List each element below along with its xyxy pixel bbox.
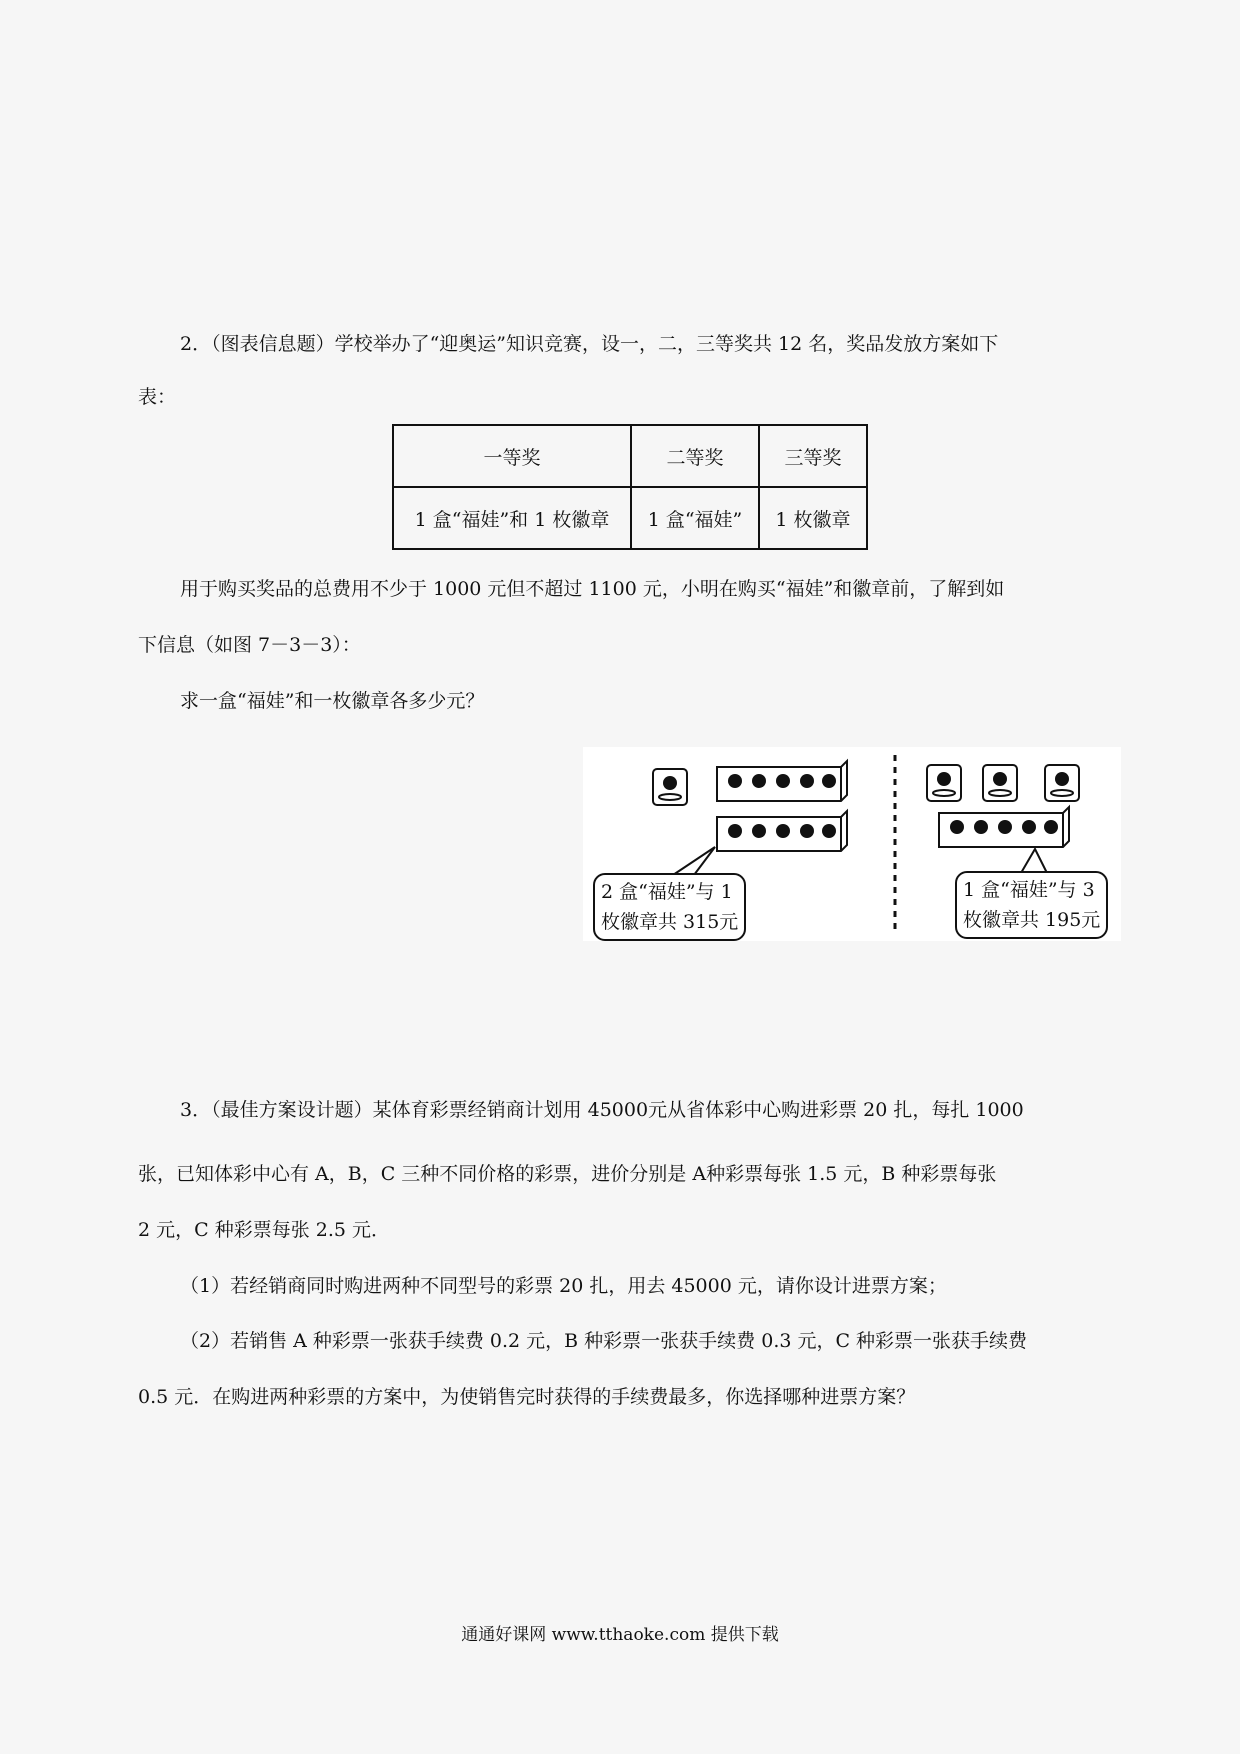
- badge-icon: [1045, 765, 1079, 801]
- q3-sub1: （1）若经销商同时购进两种不同型号的彩票 20 扎，用去 45000 元，请你设计进票方案；: [180, 1275, 947, 1297]
- cell-third-prize: 1 枚徽章: [759, 487, 867, 549]
- header-first-prize: 一等奖: [393, 425, 631, 487]
- right-price-bubble: [955, 871, 1108, 939]
- fuwa-box-icon: [717, 811, 847, 851]
- q3-line2: 张，已知体彩中心有 A，B，C 三种不同价格的彩票，进价分别是 A种彩票每张 1.5 元，B 种彩票每张: [138, 1163, 997, 1185]
- fuwa-box-icon: [939, 807, 1069, 847]
- badge-icon: [983, 765, 1017, 801]
- right-bubble-line1: 1 盒“福娃”与 3: [963, 879, 1095, 901]
- left-price-bubble: [593, 873, 746, 941]
- q3-sub2-line2: 0.5 元．在购进两种彩票的方案中，为使销售完时获得的手续费最多，你选择哪种进票方案？: [138, 1386, 916, 1408]
- cell-second-prize: 1 盒“福娃”: [631, 487, 759, 549]
- q2-line2: 表：: [138, 386, 177, 408]
- right-bubble-line2: 枚徽章共 195元: [963, 909, 1101, 931]
- q3-line1: 3．（最佳方案设计题）某体育彩票经销商计划用 45000元从省体彩中心购进彩票 20 扎，每扎 1000: [180, 1099, 1024, 1121]
- prize-table-header-row: [393, 425, 867, 487]
- fuwa-box-icon: [717, 761, 847, 801]
- left-bubble-line1: 2 盒“福娃”与 1: [601, 881, 733, 903]
- prize-table-row: [393, 487, 867, 549]
- header-second-prize: 二等奖: [631, 425, 759, 487]
- prize-table: [392, 424, 868, 550]
- page-footer: 通通好课网 www.tthaoke.com 提供下载: [461, 1625, 779, 1645]
- q2-question: 求一盒“福娃”和一枚徽章各多少元？: [180, 690, 485, 712]
- q2-line1: 2．（图表信息题）学校举办了“迎奥运”知识竞赛，设一，二，三等奖共 12 名，奖品发放方案如下: [180, 333, 999, 355]
- figure-fuwa-badges: [583, 747, 1121, 941]
- q3-sub2-line1: （2）若销售 A 种彩票一张获手续费 0.2 元，B 种彩票一张获手续费 0.3 元，C 种彩票一张获手续费: [180, 1330, 1028, 1352]
- q2-para-line1: 用于购买奖品的总费用不少于 1000 元但不超过 1100 元，小明在购买“福娃”和徽章前，了解到如: [180, 578, 1005, 600]
- cell-first-prize: 1 盒“福娃”和 1 枚徽章: [393, 487, 631, 549]
- badge-icon: [927, 765, 961, 801]
- header-third-prize: 三等奖: [759, 425, 867, 487]
- left-bubble-line2: 枚徽章共 315元: [601, 911, 739, 933]
- q2-para-line2: 下信息（如图 7－3－3）：: [138, 634, 361, 656]
- q3-line3: 2 元，C 种彩票每张 2.5 元．: [138, 1219, 391, 1241]
- badge-icon: [653, 769, 687, 805]
